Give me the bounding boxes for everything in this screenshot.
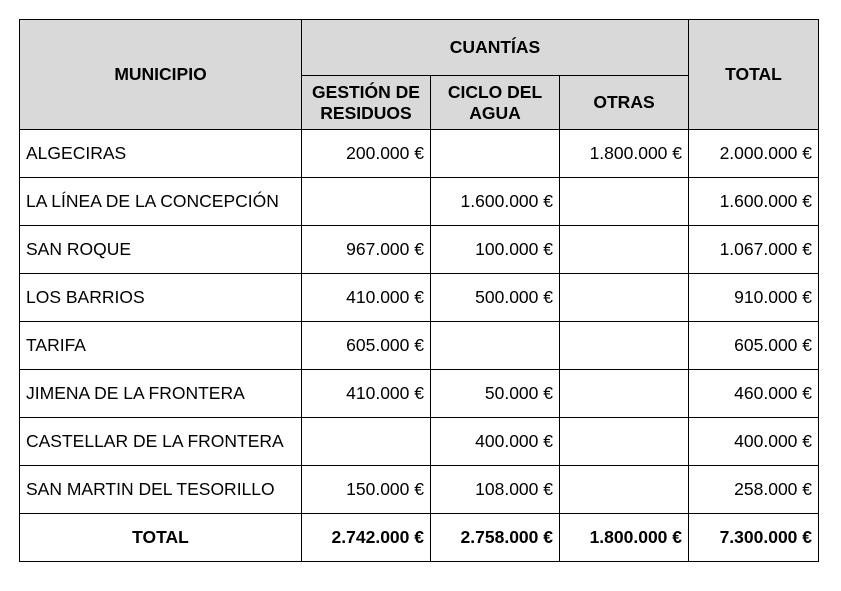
table-row [20, 418, 819, 466]
total-otras: 1.800.000 € [560, 514, 689, 562]
cell-ciclo [431, 322, 560, 370]
cell-gestion: 605.000 € [302, 322, 431, 370]
total-gestion: 2.742.000 € [302, 514, 431, 562]
table-row [20, 130, 819, 178]
header-gestion-residuos: GESTIÓN DE RESIDUOS [302, 76, 431, 130]
cell-municipio: SAN MARTIN DEL TESORILLO [20, 466, 302, 514]
header-total: TOTAL [689, 20, 819, 130]
cell-gestion: 200.000 € [302, 130, 431, 178]
cell-gestion [302, 418, 431, 466]
funding-table [19, 19, 819, 562]
cell-total: 258.000 € [689, 466, 819, 514]
cell-municipio: TARIFA [20, 322, 302, 370]
cell-gestion: 150.000 € [302, 466, 431, 514]
cell-municipio: LOS BARRIOS [20, 274, 302, 322]
cell-total: 460.000 € [689, 370, 819, 418]
cell-gestion: 410.000 € [302, 370, 431, 418]
total-total: 7.300.000 € [689, 514, 819, 562]
table-row [20, 226, 819, 274]
cell-ciclo: 50.000 € [431, 370, 560, 418]
cell-municipio: CASTELLAR DE LA FRONTERA [20, 418, 302, 466]
cell-otras [560, 370, 689, 418]
cell-otras [560, 466, 689, 514]
cell-municipio: ALGECIRAS [20, 130, 302, 178]
cell-ciclo [431, 130, 560, 178]
cell-ciclo: 100.000 € [431, 226, 560, 274]
cell-otras: 1.800.000 € [560, 130, 689, 178]
cell-total: 605.000 € [689, 322, 819, 370]
header-cuantias: CUANTÍAS [302, 20, 689, 76]
cell-ciclo: 400.000 € [431, 418, 560, 466]
header-municipio: MUNICIPIO [20, 20, 302, 130]
table-body [20, 130, 819, 562]
table-header [20, 20, 819, 130]
header-otras: OTRAS [560, 76, 689, 130]
total-ciclo: 2.758.000 € [431, 514, 560, 562]
cell-otras [560, 418, 689, 466]
cell-gestion [302, 178, 431, 226]
cell-total: 1.067.000 € [689, 226, 819, 274]
table-row [20, 466, 819, 514]
cell-municipio: SAN ROQUE [20, 226, 302, 274]
cell-otras [560, 226, 689, 274]
cell-gestion: 410.000 € [302, 274, 431, 322]
cell-municipio: LA LÍNEA DE LA CONCEPCIÓN [20, 178, 302, 226]
totals-label: TOTAL [20, 514, 302, 562]
table-row [20, 322, 819, 370]
table-row [20, 178, 819, 226]
cell-gestion: 967.000 € [302, 226, 431, 274]
cell-total: 2.000.000 € [689, 130, 819, 178]
cell-total: 910.000 € [689, 274, 819, 322]
cell-ciclo: 1.600.000 € [431, 178, 560, 226]
cell-total: 400.000 € [689, 418, 819, 466]
cell-otras [560, 178, 689, 226]
cell-total: 1.600.000 € [689, 178, 819, 226]
cell-otras [560, 274, 689, 322]
table-row [20, 370, 819, 418]
cell-ciclo: 500.000 € [431, 274, 560, 322]
totals-row [20, 514, 819, 562]
cell-ciclo: 108.000 € [431, 466, 560, 514]
table-row [20, 274, 819, 322]
header-ciclo-agua: CICLO DEL AGUA [431, 76, 560, 130]
cell-otras [560, 322, 689, 370]
cell-municipio: JIMENA DE LA FRONTERA [20, 370, 302, 418]
